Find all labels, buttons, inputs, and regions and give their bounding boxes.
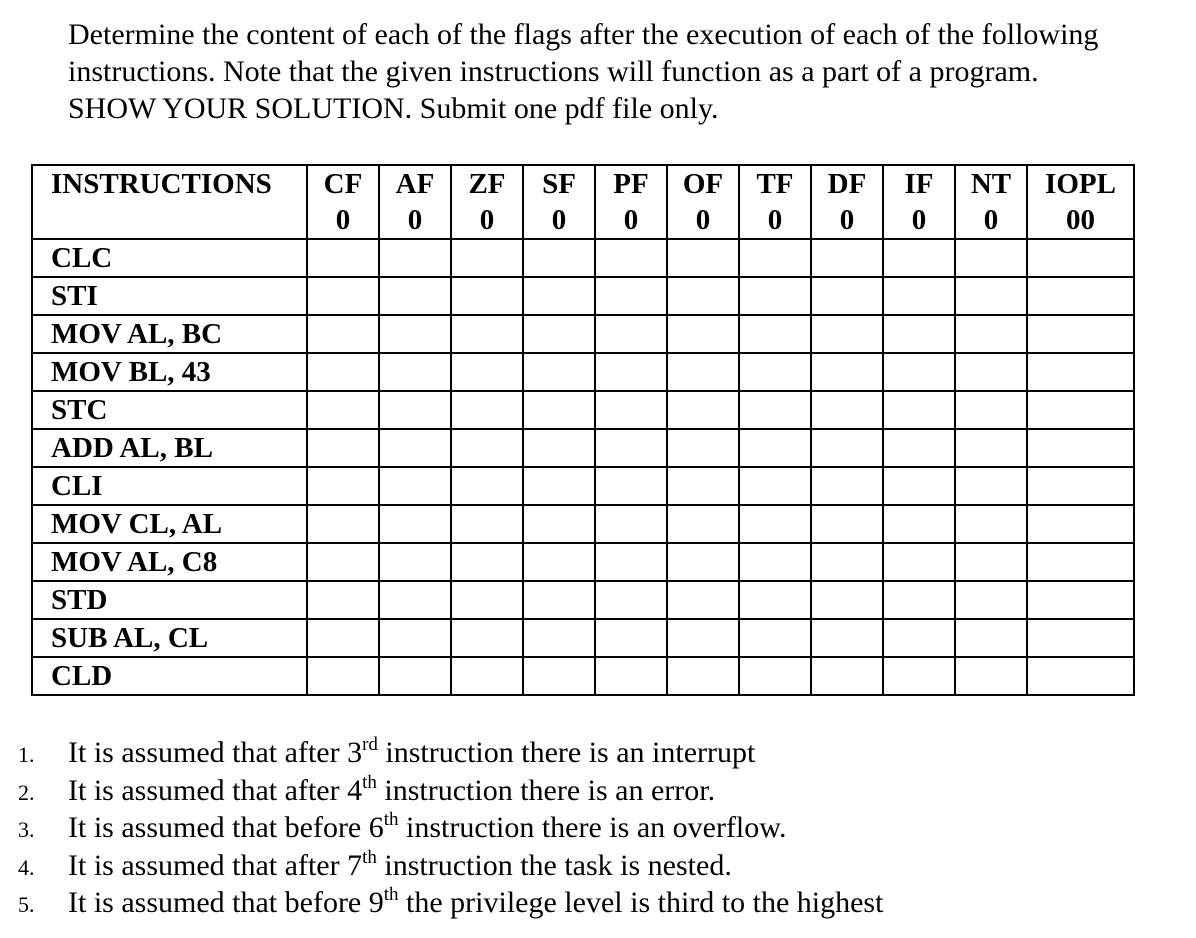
flag-header: IOPL — [1027, 165, 1134, 202]
table-row — [32, 277, 1134, 315]
answer-cell[interactable] — [523, 277, 595, 315]
answer-cell[interactable] — [451, 657, 523, 695]
answer-cell[interactable] — [811, 619, 883, 657]
intro-line-3: SHOW YOUR SOLUTION. Submit one pdf file only. — [68, 92, 719, 125]
initial-value: 00 — [1027, 202, 1134, 239]
flag-header: AF — [379, 165, 451, 202]
answer-cell[interactable] — [883, 467, 955, 505]
note-text: It is assumed that before 6 — [68, 811, 384, 844]
answer-cell[interactable] — [379, 505, 451, 543]
answer-cell[interactable] — [739, 277, 811, 315]
answer-cell[interactable] — [595, 657, 667, 695]
answer-cell[interactable] — [883, 429, 955, 467]
answer-cell[interactable] — [1027, 239, 1134, 277]
answer-cell[interactable] — [523, 467, 595, 505]
flags-header-row — [32, 165, 1134, 202]
instruction-cell: STD — [32, 581, 307, 619]
answer-cell[interactable] — [667, 505, 739, 543]
answer-cell[interactable] — [955, 315, 1027, 353]
answer-cell[interactable] — [307, 543, 379, 581]
answer-cell[interactable] — [955, 353, 1027, 391]
answer-cell[interactable] — [595, 277, 667, 315]
answer-cell[interactable] — [739, 657, 811, 695]
answer-cell[interactable] — [667, 581, 739, 619]
initial-value: 0 — [379, 202, 451, 239]
answer-cell[interactable] — [955, 581, 1027, 619]
table-row — [32, 315, 1134, 353]
answer-cell[interactable] — [811, 315, 883, 353]
answer-cell[interactable] — [595, 429, 667, 467]
answer-cell[interactable] — [739, 429, 811, 467]
initial-value: 0 — [883, 202, 955, 239]
answer-cell[interactable] — [451, 467, 523, 505]
table-row — [32, 353, 1134, 391]
answer-cell[interactable] — [739, 505, 811, 543]
answer-cell[interactable] — [883, 619, 955, 657]
answer-cell[interactable] — [595, 239, 667, 277]
note-number: 4. — [18, 854, 35, 880]
table-row — [32, 581, 1134, 619]
answer-cell[interactable] — [451, 239, 523, 277]
answer-cell[interactable] — [883, 277, 955, 315]
answer-cell[interactable] — [451, 581, 523, 619]
answer-cell[interactable] — [883, 353, 955, 391]
table-row — [32, 505, 1134, 543]
table-row — [32, 467, 1134, 505]
answer-cell[interactable] — [595, 505, 667, 543]
answer-cell[interactable] — [379, 277, 451, 315]
list-item — [0, 734, 883, 772]
answer-cell[interactable] — [811, 581, 883, 619]
answer-cell[interactable] — [595, 619, 667, 657]
note-number: 3. — [18, 817, 35, 842]
answer-cell[interactable] — [955, 505, 1027, 543]
answer-cell[interactable] — [955, 277, 1027, 315]
answer-cell[interactable] — [379, 619, 451, 657]
note-text: It is assumed that after 7 — [68, 848, 363, 882]
list-item — [0, 884, 883, 922]
answer-cell[interactable] — [955, 619, 1027, 657]
answer-cell[interactable] — [1027, 429, 1134, 467]
answer-cell[interactable] — [883, 581, 955, 619]
flag-header: TF — [739, 165, 811, 202]
answer-cell[interactable] — [811, 429, 883, 467]
table-row — [32, 391, 1134, 429]
answer-cell[interactable] — [883, 239, 955, 277]
list-item — [0, 847, 883, 885]
answer-cell[interactable] — [523, 429, 595, 467]
note-text: It is assumed that before 9 — [68, 886, 384, 919]
note-text-end: instruction there is an overflow. — [398, 811, 787, 844]
note-number: 5. — [18, 892, 35, 917]
initial-value: 0 — [595, 202, 667, 239]
answer-cell[interactable] — [307, 619, 379, 657]
instruction-cell: SUB AL, CL — [32, 619, 307, 657]
note-text-end: instruction there is an error. — [376, 773, 716, 807]
answer-cell[interactable] — [667, 543, 739, 581]
answer-cell[interactable] — [379, 315, 451, 353]
answer-cell[interactable] — [1027, 657, 1134, 695]
flag-header: CF — [307, 165, 379, 202]
answer-cell[interactable] — [883, 543, 955, 581]
answer-cell[interactable] — [595, 543, 667, 581]
instructions-paragraph — [68, 16, 1178, 127]
answer-cell[interactable] — [451, 543, 523, 581]
answer-cell[interactable] — [1027, 277, 1134, 315]
instruction-cell: MOV CL, AL — [32, 505, 307, 543]
answer-cell[interactable] — [739, 391, 811, 429]
answer-cell[interactable] — [955, 429, 1027, 467]
answer-cell[interactable] — [667, 277, 739, 315]
answer-cell[interactable] — [739, 543, 811, 581]
flag-header: NT — [955, 165, 1027, 202]
answer-cell[interactable] — [307, 467, 379, 505]
assumptions-list — [0, 734, 883, 922]
answer-cell[interactable] — [523, 543, 595, 581]
answer-cell[interactable] — [667, 619, 739, 657]
answer-cell[interactable] — [523, 315, 595, 353]
initial-value: 0 — [667, 202, 739, 239]
ordinal-suffix: th — [383, 884, 399, 905]
flag-header: ZF — [451, 165, 523, 202]
answer-cell[interactable] — [307, 353, 379, 391]
answer-cell[interactable] — [883, 391, 955, 429]
answer-cell[interactable] — [739, 467, 811, 505]
answer-cell[interactable] — [451, 391, 523, 429]
answer-cell[interactable] — [523, 391, 595, 429]
instructions-table-body — [32, 239, 1134, 695]
answer-cell[interactable] — [1027, 467, 1134, 505]
answer-cell[interactable] — [1027, 543, 1134, 581]
answer-cell[interactable] — [667, 353, 739, 391]
answer-cell[interactable] — [595, 353, 667, 391]
answer-cell[interactable] — [667, 657, 739, 695]
answer-cell[interactable] — [739, 315, 811, 353]
answer-cell[interactable] — [451, 315, 523, 353]
initial-values-row — [32, 202, 1134, 239]
answer-cell[interactable] — [667, 239, 739, 277]
answer-cell[interactable] — [307, 315, 379, 353]
list-item — [0, 772, 883, 810]
answer-cell[interactable] — [739, 581, 811, 619]
note-text-end: instruction the task is nested. — [376, 848, 732, 882]
answer-cell[interactable] — [523, 239, 595, 277]
answer-cell[interactable] — [667, 391, 739, 429]
answer-cell[interactable] — [307, 657, 379, 695]
answer-cell[interactable] — [811, 277, 883, 315]
answer-cell[interactable] — [883, 315, 955, 353]
answer-cell[interactable] — [739, 239, 811, 277]
table-row — [32, 239, 1134, 277]
answer-cell[interactable] — [451, 277, 523, 315]
answer-cell[interactable] — [955, 239, 1027, 277]
intro-line-2: instructions. Note that the given instructions will function as a part of a program. — [68, 55, 1039, 88]
answer-cell[interactable] — [451, 505, 523, 543]
table-row — [32, 543, 1134, 581]
instruction-cell: STC — [32, 391, 307, 429]
note-text: It is assumed that after 3 — [68, 736, 363, 769]
initial-value: 0 — [307, 202, 379, 239]
answer-cell[interactable] — [451, 429, 523, 467]
answer-cell[interactable] — [307, 581, 379, 619]
answer-cell[interactable] — [523, 505, 595, 543]
answer-cell[interactable] — [739, 353, 811, 391]
table-row — [32, 619, 1134, 657]
instruction-cell: CLI — [32, 467, 307, 505]
answer-cell[interactable] — [667, 467, 739, 505]
answer-cell[interactable] — [811, 543, 883, 581]
answer-cell[interactable] — [379, 391, 451, 429]
answer-cell[interactable] — [1027, 581, 1134, 619]
answer-cell[interactable] — [811, 391, 883, 429]
answer-cell[interactable] — [1027, 391, 1134, 429]
answer-cell[interactable] — [1027, 353, 1134, 391]
answer-cell[interactable] — [955, 543, 1027, 581]
answer-cell[interactable] — [595, 467, 667, 505]
initial-value: 0 — [811, 202, 883, 239]
flag-header: IF — [883, 165, 955, 202]
answer-cell[interactable] — [1027, 619, 1134, 657]
answer-cell[interactable] — [811, 657, 883, 695]
answer-cell[interactable] — [883, 505, 955, 543]
ordinal-suffix: th — [362, 846, 377, 868]
note-text-end: instruction there is an interrupt — [377, 736, 756, 769]
ordinal-suffix: th — [383, 809, 399, 830]
answer-cell[interactable] — [451, 619, 523, 657]
answer-cell[interactable] — [595, 581, 667, 619]
answer-cell[interactable] — [307, 505, 379, 543]
answer-cell[interactable] — [379, 581, 451, 619]
answer-cell[interactable] — [739, 619, 811, 657]
ordinal-suffix: rd — [362, 734, 378, 755]
answer-cell[interactable] — [955, 391, 1027, 429]
instruction-cell: MOV AL, BC — [32, 315, 307, 353]
instruction-cell: CLC — [32, 239, 307, 277]
answer-cell[interactable] — [667, 429, 739, 467]
answer-cell[interactable] — [811, 353, 883, 391]
answer-cell[interactable] — [523, 657, 595, 695]
initial-value: 0 — [523, 202, 595, 239]
answer-cell[interactable] — [379, 429, 451, 467]
intro-line-1: Determine the content of each of the flags after the execution of each of the following — [68, 18, 1099, 51]
answer-cell[interactable] — [379, 467, 451, 505]
answer-cell[interactable] — [955, 657, 1027, 695]
note-text: It is assumed that after 4 — [68, 773, 363, 807]
answer-cell[interactable] — [379, 353, 451, 391]
instruction-cell: STI — [32, 277, 307, 315]
list-item — [0, 809, 883, 847]
initial-value: 0 — [451, 202, 523, 239]
initial-value: 0 — [739, 202, 811, 239]
initial-value: 0 — [955, 202, 1027, 239]
note-number: 1. — [18, 742, 35, 767]
flag-header: PF — [595, 165, 667, 202]
flag-header: SF — [523, 165, 595, 202]
answer-cell[interactable] — [1027, 315, 1134, 353]
instruction-cell: ADD AL, BL — [32, 429, 307, 467]
note-text-end: the privilege level is third to the highest — [398, 886, 884, 919]
instructions-header: INSTRUCTIONS — [32, 165, 307, 202]
answer-cell[interactable] — [379, 239, 451, 277]
answer-cell[interactable] — [307, 391, 379, 429]
answer-cell[interactable] — [811, 467, 883, 505]
answer-cell[interactable] — [811, 239, 883, 277]
flag-header: OF — [667, 165, 739, 202]
table-row — [32, 657, 1134, 695]
answer-cell[interactable] — [307, 239, 379, 277]
instruction-cell: MOV BL, 43 — [32, 353, 307, 391]
answer-cell[interactable] — [595, 391, 667, 429]
answer-cell[interactable] — [307, 429, 379, 467]
table-row — [32, 429, 1134, 467]
answer-cell[interactable] — [523, 619, 595, 657]
instructions-header-blank — [32, 202, 307, 239]
answer-cell[interactable] — [523, 353, 595, 391]
flags-table — [31, 164, 1135, 696]
answer-cell[interactable] — [451, 353, 523, 391]
note-number: 2. — [18, 779, 35, 805]
answer-cell[interactable] — [883, 657, 955, 695]
answer-cell[interactable] — [379, 543, 451, 581]
instruction-cell: CLD — [32, 657, 307, 695]
answer-cell[interactable] — [379, 657, 451, 695]
answer-cell[interactable] — [523, 581, 595, 619]
flag-header: DF — [811, 165, 883, 202]
answer-cell[interactable] — [595, 315, 667, 353]
answer-cell[interactable] — [667, 315, 739, 353]
answer-cell[interactable] — [307, 277, 379, 315]
answer-cell[interactable] — [1027, 505, 1134, 543]
answer-cell[interactable] — [955, 467, 1027, 505]
instruction-cell: MOV AL, C8 — [32, 543, 307, 581]
answer-cell[interactable] — [811, 505, 883, 543]
ordinal-suffix: th — [362, 771, 377, 793]
